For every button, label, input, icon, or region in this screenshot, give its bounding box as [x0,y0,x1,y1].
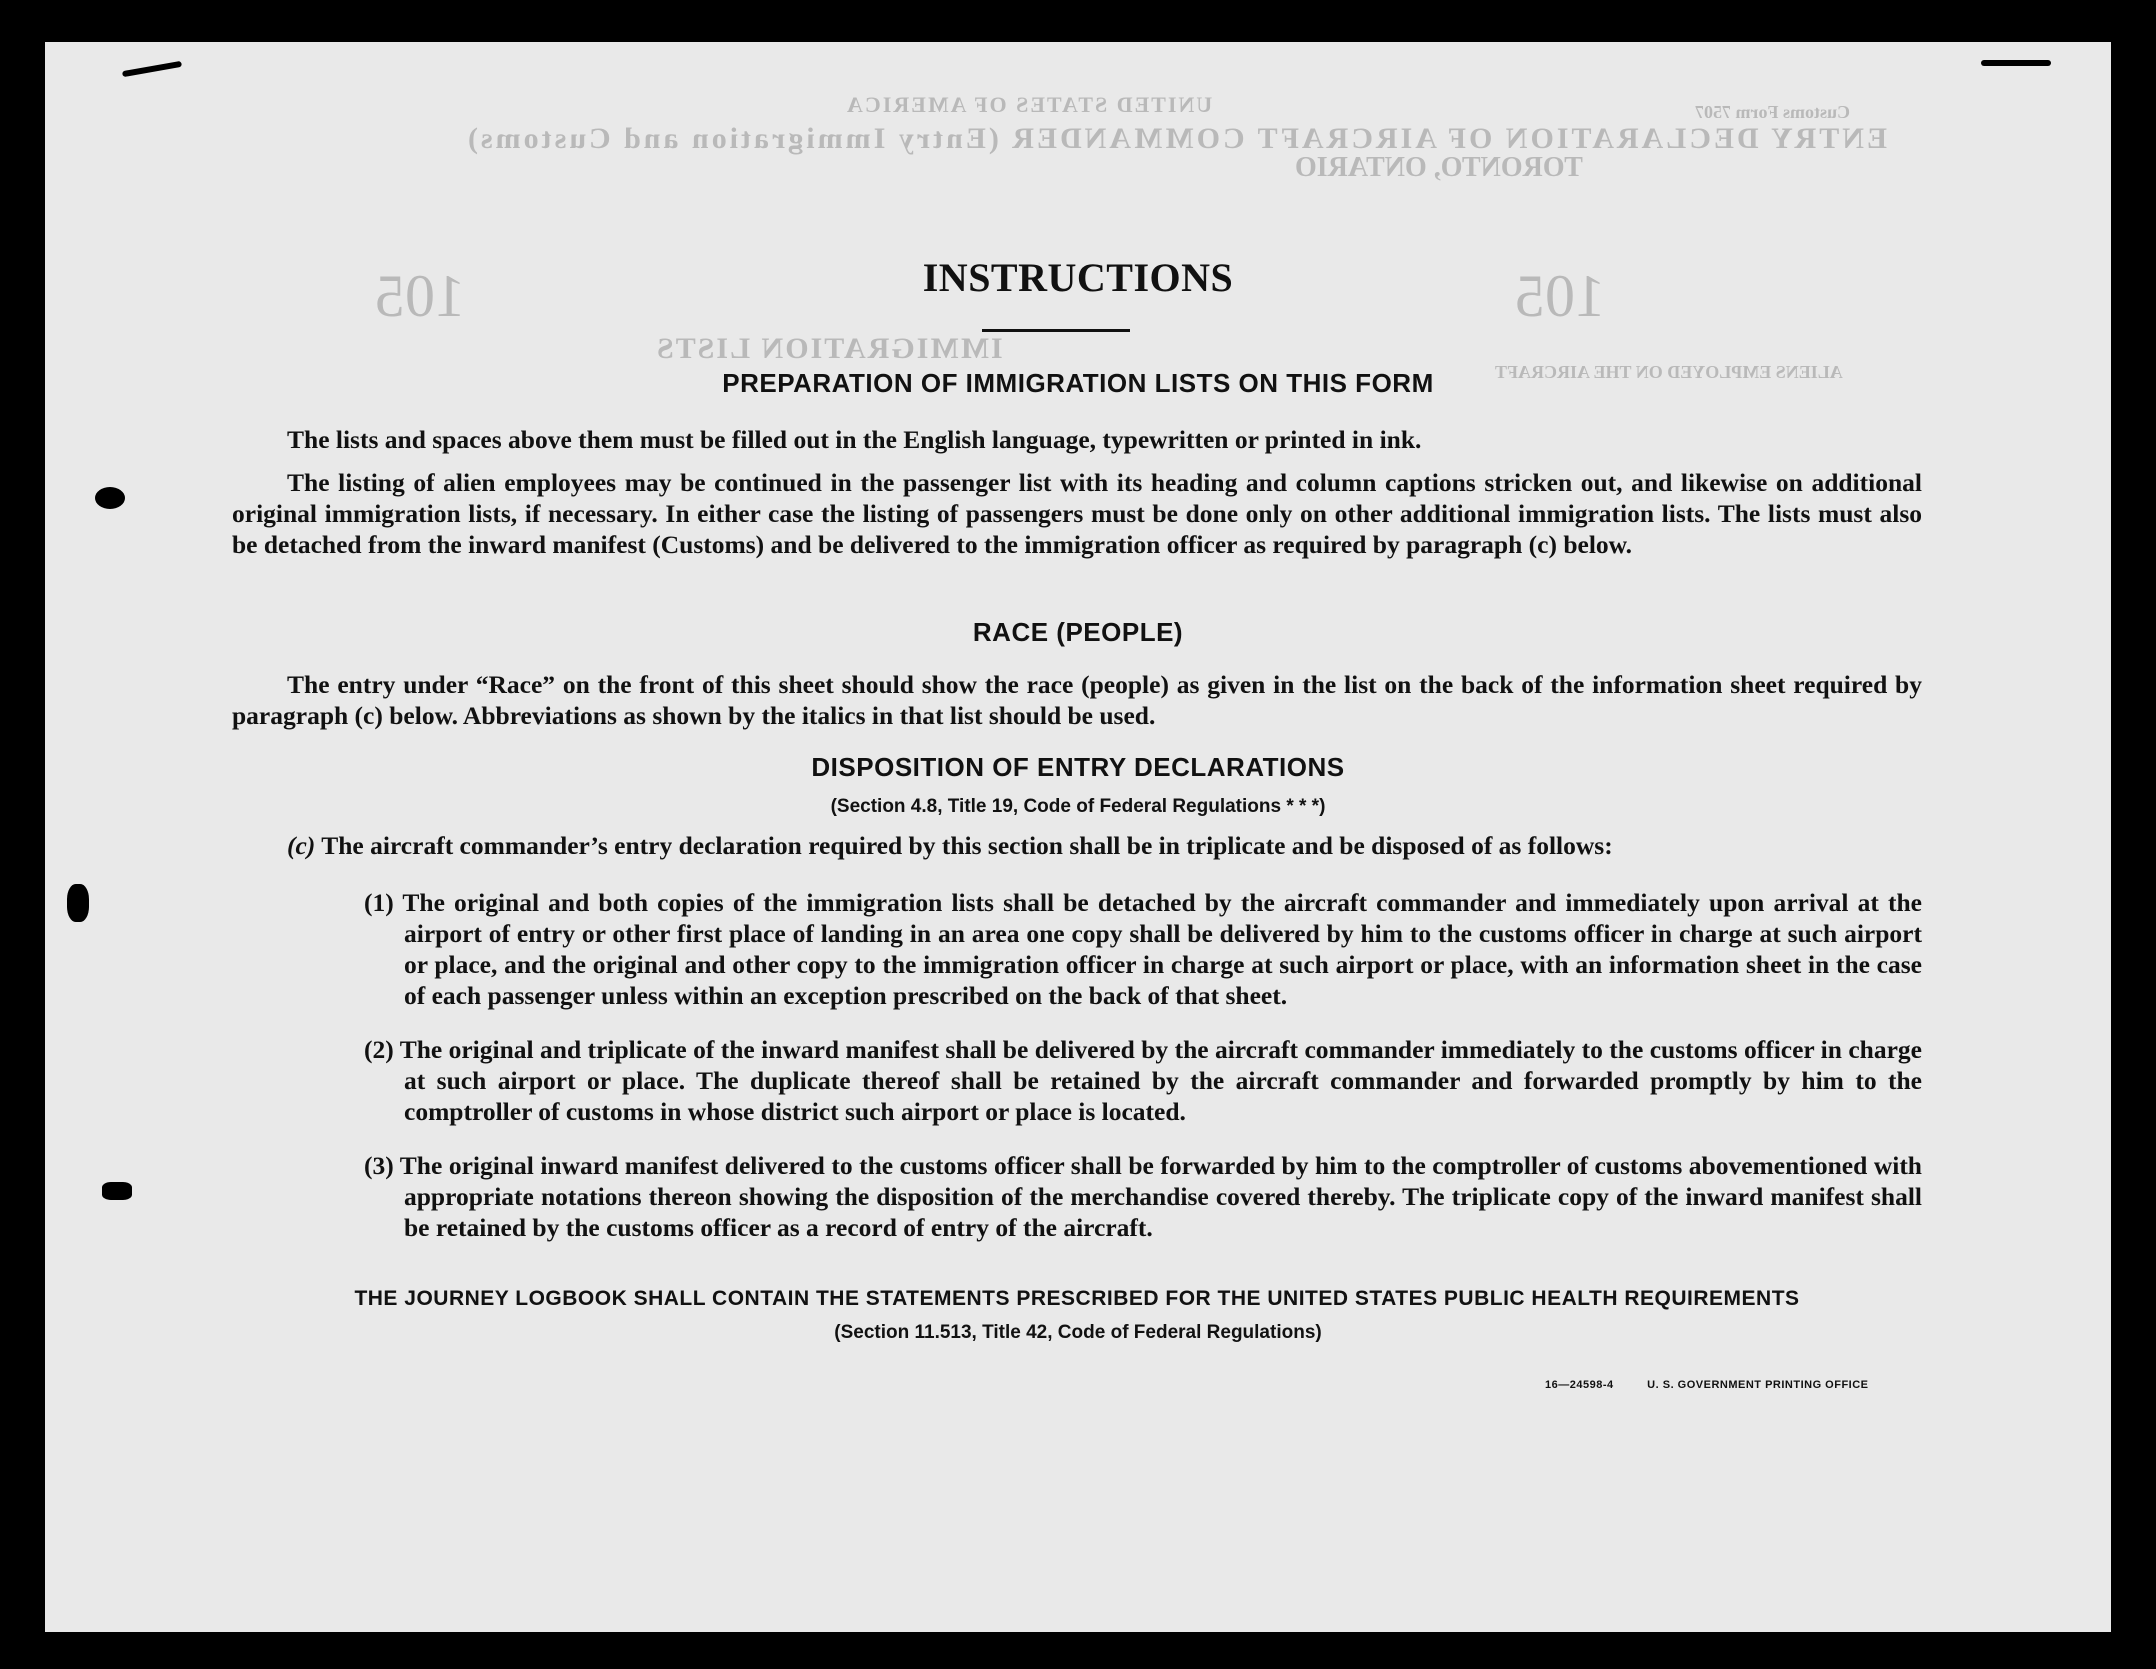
paragraph-text: The aircraft commander’s entry declaration required by this section shall be in triplicate and be disposed of as follows: [321,831,1613,860]
paragraph-label: (c) [287,831,316,860]
paragraph: The entry under “Race” on the front of this sheet should show the race (people) as given in the list on the back of the information sheet required by paragraph (c) below. Abbreviations as shown by the italics in that list should be used. [232,670,1922,730]
section-heading-preparation: PREPARATION OF IMMIGRATION LISTS ON THIS FORM [722,368,1434,398]
list-item-text: The original and both copies of the immigration lists shall be detached by the aircraft commander and immediately upon arrival at the airport of entry or other first place of landing in an area one copy shall be delivered by him to the customs officer in charge at such airport or place, and the original and other copy to the immigration officer in charge at such airport or place, with an information sheet in the case of each passenger unless within an exception prescribed on the back of that sheet. [402,888,1922,1010]
section-heading-race: RACE (PEOPLE) [972,617,1184,647]
paragraph: The listing of alien employees may be continued in the passenger list with its heading and column captions stricken out, and likewise on additional original immigration lists, if necessary. In either case the listing of passengers must be done only on other additional immigration lists. The lists must also be detached from the inward manifest (Customs) and be delivered to the immigration officer as required by paragraph (c) below. [232,468,1922,559]
title-underline [982,329,1130,332]
footer-statement: THE JOURNEY LOGBOOK SHALL CONTAIN THE STATEMENTS PRESCRIBED FOR THE UNITED STATES PUBLIC HEALTH REQUIREMENTS [354,1287,1800,1310]
section-heading-disposition: DISPOSITION OF ENTRY DECLARATIONS [811,752,1345,782]
bleed-through-text: ENTRY DECLARATION OF AIRCRAFT COMMANDER (Entry Immigration and Customs) [465,122,1887,155]
list-item-text: The original and triplicate of the inward manifest shall be delivered by the aircraft commander immediately to the customs officer in charge at such airport or place. The duplicate thereof shall be retained by the aircraft commander and forwarded promptly by him to the comptroller of customs in whose district such airport or place is located. [399,1035,1922,1126]
paragraph: The lists and spaces above them must be filled out in the English language, typewritten or printed in ink. [287,425,1422,454]
bleed-through-text: TORONTO, ONTARIO [1295,152,1583,183]
section-citation: (Section 4.8, Title 19, Code of Federal Regulations * * *) [830,796,1326,817]
footer-citation: (Section 11.513, Title 42, Code of Federal Regulations) [834,1322,1322,1343]
list-item [337,887,1922,1011]
list-item-text: The original inward manifest delivered to the customs officer shall be forwarded by him to the comptroller of customs abovementioned with appropriate notations thereon showing the disposition of the merchandise covered thereby. The triplicate copy of the inward manifest shall be retained by the customs officer as a record of entry of the aircraft. [399,1151,1922,1242]
bleed-through-number: 105 [375,263,465,329]
list-item-number: (3) [364,1151,394,1180]
list-item-number: (1) [364,888,394,917]
form-number: 16—24598-4 [1545,1379,1614,1391]
paragraph-intro [287,830,1927,861]
bleed-through-text: IMMIGRATION LISTS [655,332,1003,365]
bleed-through-text: ALIENS EMPLOYED ON THE AIRCRAFT [1495,362,1843,382]
printer-name: U. S. GOVERNMENT PRINTING OFFICE [1647,1379,1869,1391]
list-item [337,1150,1922,1243]
bleed-through-text: Customs Form 7507 [1695,102,1850,122]
page-title: INSTRUCTIONS [922,255,1234,300]
list-item [337,1034,1922,1127]
bleed-through-text: UNITED STATES OF AMERICA [845,92,1213,117]
bleed-through-number: 105 [1515,263,1605,329]
list-item-number: (2) [364,1035,394,1064]
document-page [45,42,2111,1632]
printer-imprint [1545,1379,1899,1391]
